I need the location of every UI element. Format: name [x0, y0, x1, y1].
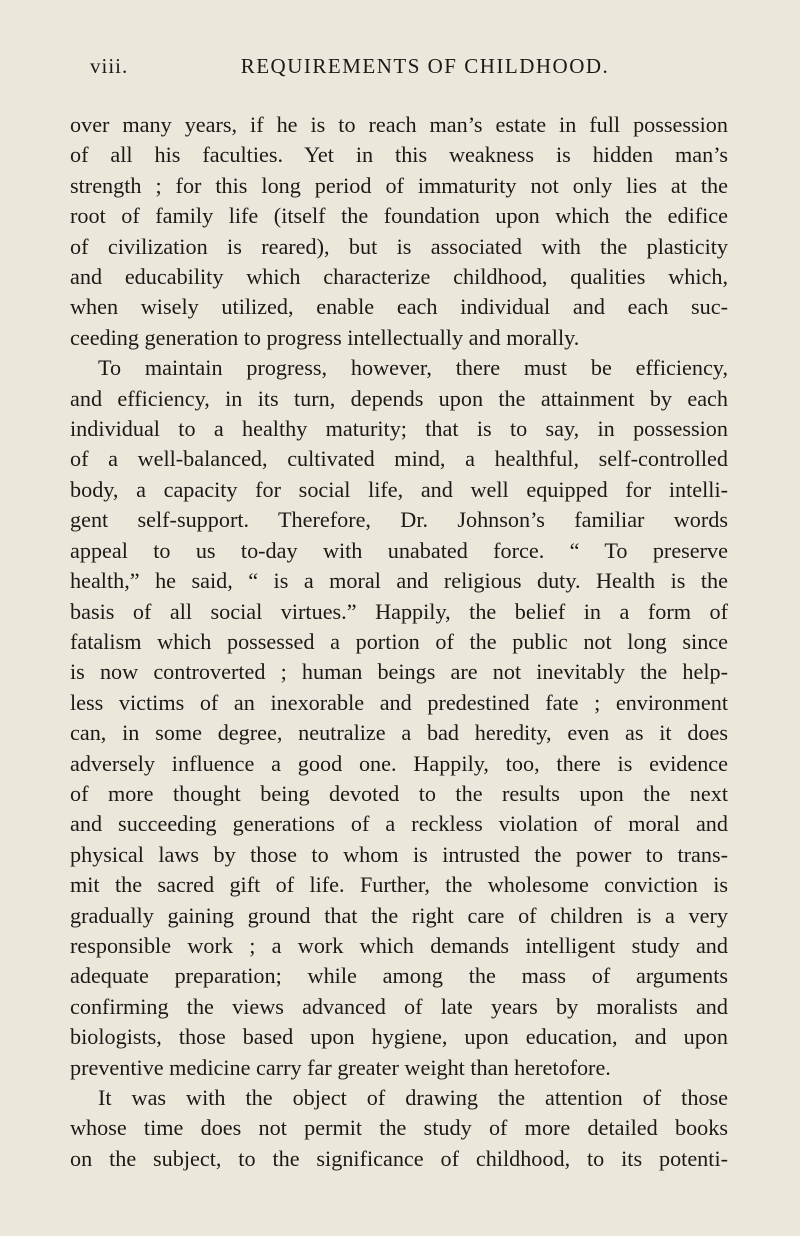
text-line: gradually gaining ground that the right care of children is a very	[70, 902, 728, 928]
text-line: less victims of an inexorable and predestined fate ; environment	[70, 689, 728, 715]
text-line: is now controverted ; human beings are not inevitably the help-	[70, 659, 728, 685]
text-line: gent self-support. Therefore, Dr. Johnson’s familiar words	[70, 507, 728, 533]
text-line: on the subject, to the significance of childhood, to its potenti-	[70, 1145, 728, 1171]
text-line: body, a capacity for social life, and well equipped for intelli-	[70, 476, 728, 502]
text-line: over many years, if he is to reach man’s estate in full possession	[70, 112, 728, 137]
body-text	[70, 110, 728, 1174]
text-line: individual to a healthy maturity; that is to say, in possession	[70, 416, 728, 442]
text-line: adequate preparation; while among the mass of arguments	[70, 963, 728, 989]
running-head	[90, 54, 730, 88]
text-line: mit the sacred gift of life. Further, the wholesome conviction is	[70, 872, 728, 898]
text-line: responsible work ; a work which demands intelligent study and	[70, 932, 728, 958]
text-line: strength ; for this long period of immaturity not only lies at the	[70, 172, 728, 198]
running-title: REQUIREMENTS OF CHILDHOOD.	[240, 54, 610, 78]
text-line: biologists, those based upon hygiene, upon education, and upon	[70, 1024, 728, 1050]
text-line: of all his faculties. Yet in this weakness is hidden man’s	[70, 142, 728, 168]
text-line: appeal to us to-day with unabated force. “ To preserve	[70, 537, 728, 563]
text-line: and succeeding generations of a reckless violation of moral and	[70, 811, 728, 837]
text-line: basis of all social virtues.” Happily, the belief in a form of	[70, 598, 728, 624]
text-line: when wisely utilized, enable each individual and each suc-	[70, 294, 728, 320]
text-line: ceeding generation to progress intellectually and morally.	[70, 324, 580, 350]
text-line: fatalism which possessed a portion of the public not long since	[70, 628, 728, 654]
text-line: of a well-balanced, cultivated mind, a healthful, self-controlled	[70, 446, 728, 472]
text-line: and educability which characterize childhood, qualities which,	[70, 264, 728, 290]
text-line: of civilization is reared), but is associated with the plasticity	[70, 233, 728, 259]
text-line: root of family life (itself the foundation upon which the edifice	[70, 203, 728, 229]
text-line: and efficiency, in its turn, depends upon the attainment by each	[70, 385, 728, 411]
text-line: whose time does not permit the study of more detailed books	[70, 1115, 728, 1141]
text-line: confirming the views advanced of late years by moralists and	[70, 993, 728, 1019]
text-line: preventive medicine carry far greater weight than heretofore.	[70, 1054, 611, 1080]
text-line: adversely influence a good one. Happily, too, there is evidence	[70, 750, 728, 776]
text-line: of more thought being devoted to the results upon the next	[70, 780, 728, 806]
text-line: can, in some degree, neutralize a bad heredity, even as it does	[70, 720, 728, 746]
text-line: To maintain progress, however, there must be efficiency,	[98, 355, 728, 381]
page-number: viii.	[90, 54, 129, 78]
text-line: health,” he said, “ is a moral and religious duty. Health is the	[70, 568, 728, 594]
text-line: physical laws by those to whom is intrusted the power to trans-	[70, 841, 728, 867]
text-line: It was with the object of drawing the attention of those	[98, 1085, 728, 1110]
